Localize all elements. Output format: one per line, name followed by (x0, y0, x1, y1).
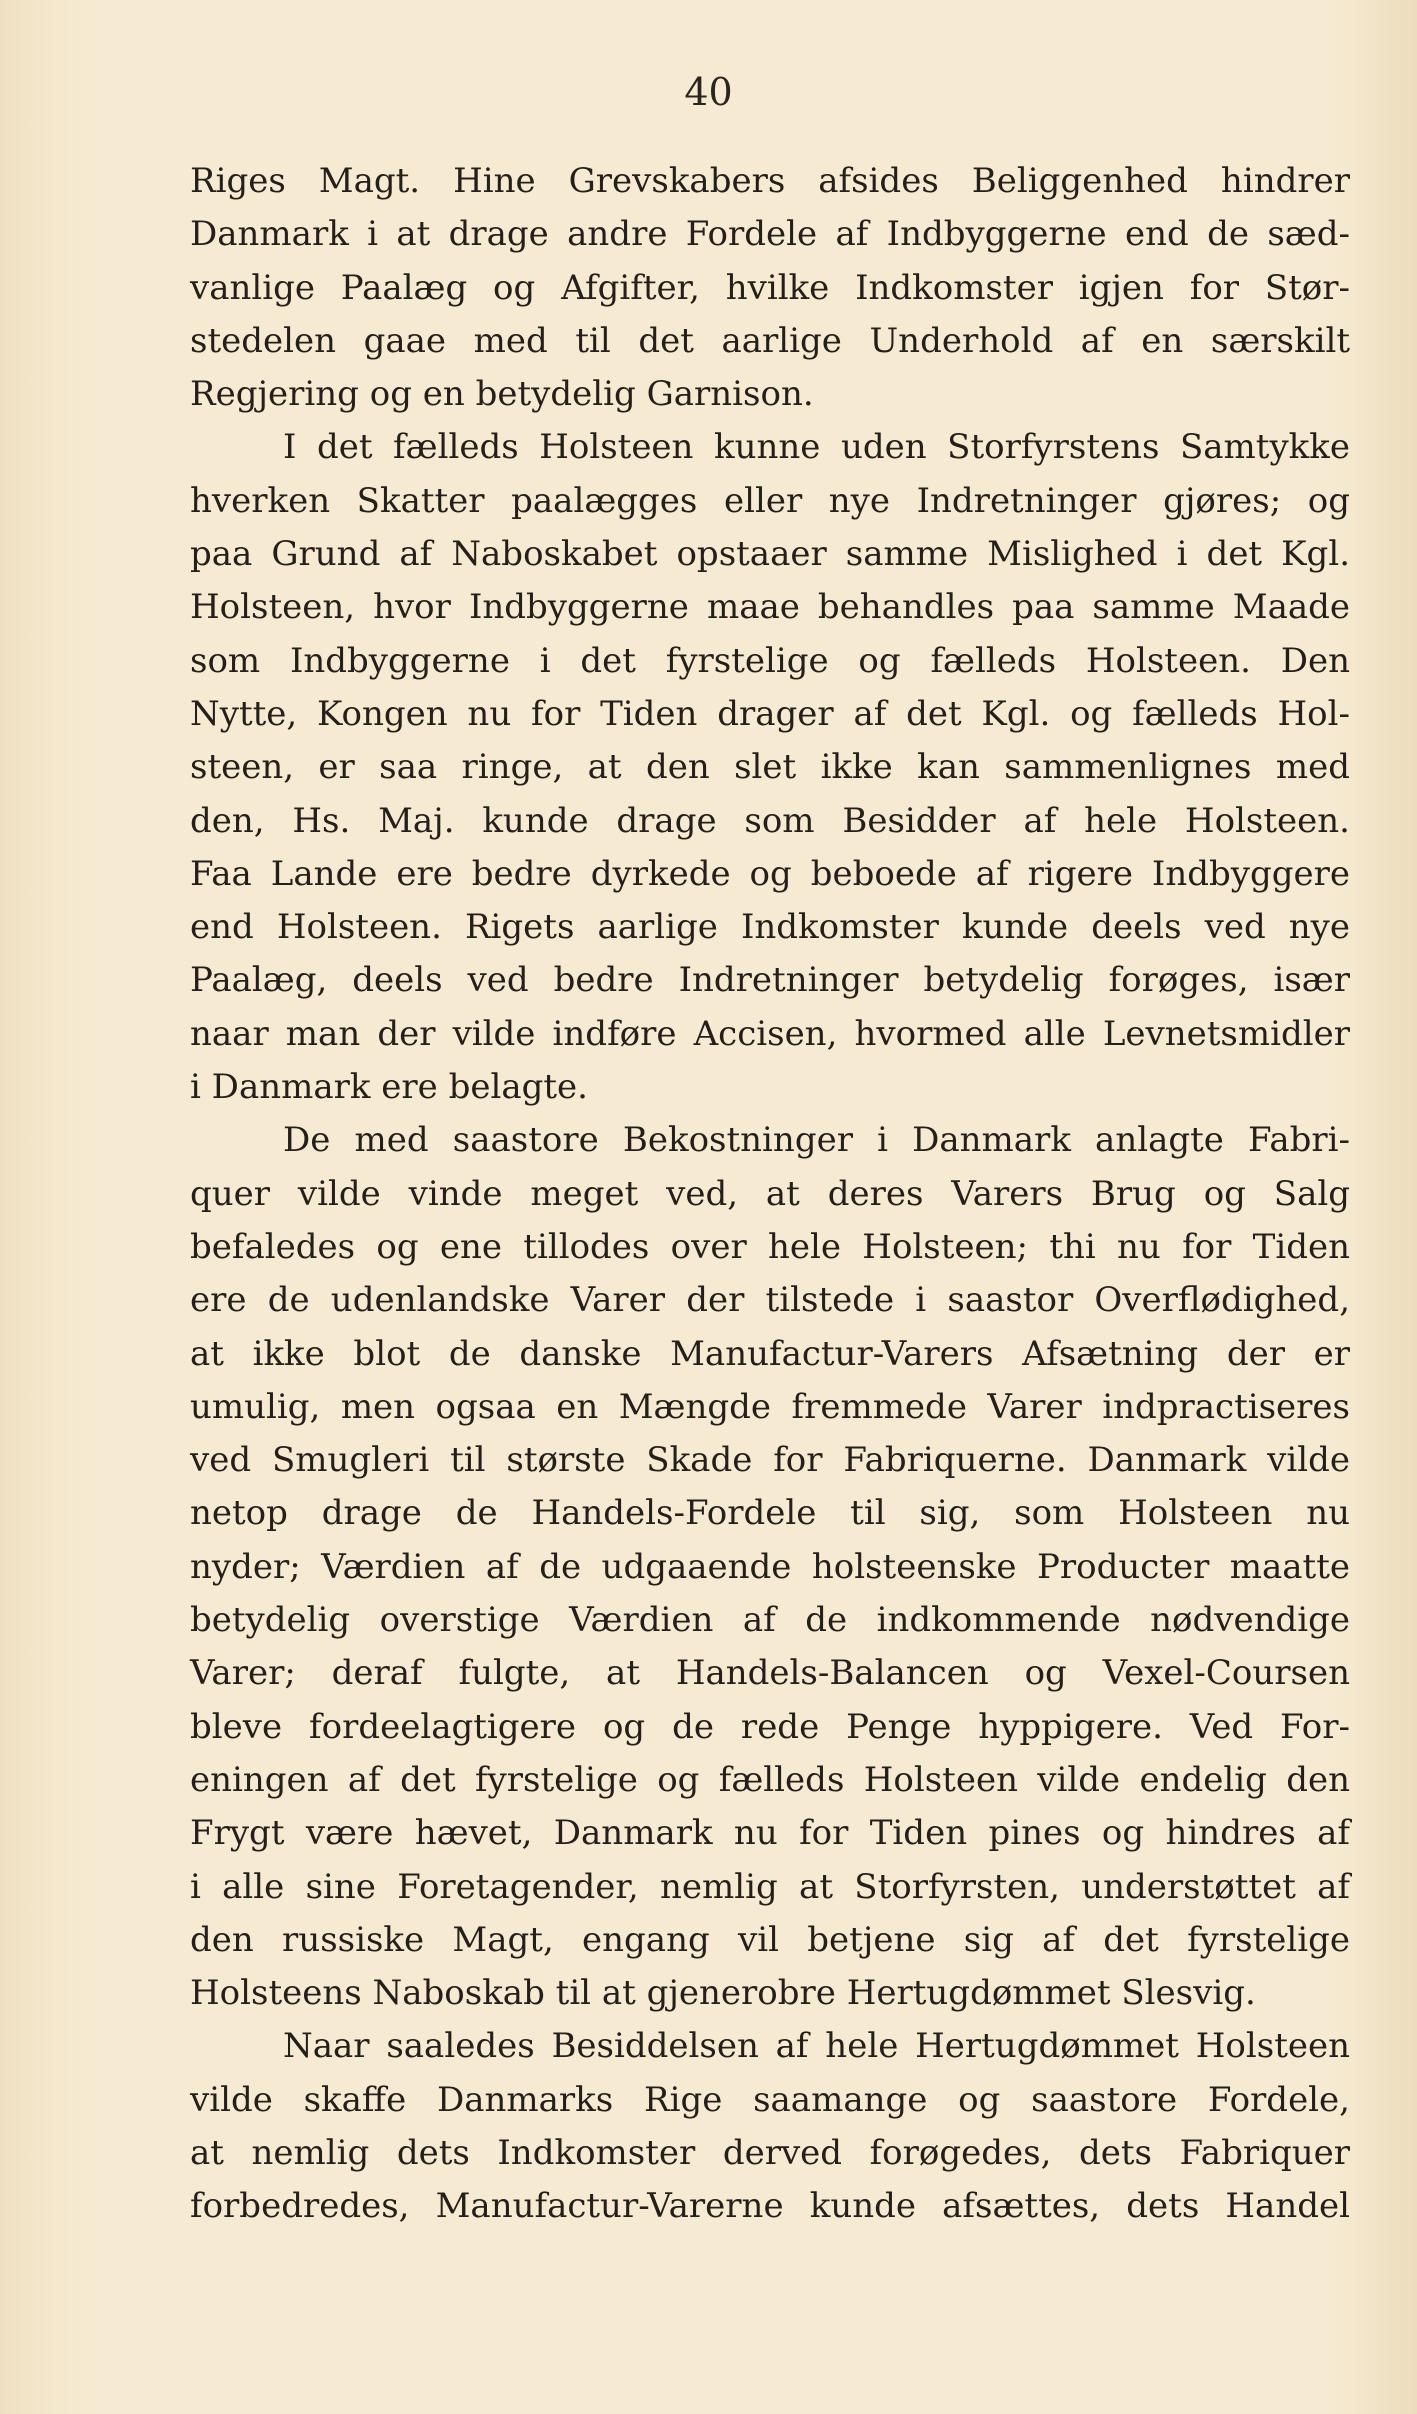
text-line: end Holsteen. Rigets aarlige Indkomster kunde deels ved nye (190, 907, 1350, 948)
text-line: den, Hs. Maj. kunde drage som Besidder af hele Holsteen. (190, 800, 1350, 841)
text-line: Danmark i at drage andre Fordele af Indbyggerne end de sæd- (190, 214, 1350, 255)
text-line: i Danmark ere belagte. (190, 1067, 588, 1108)
text-line: Paalæg, deels ved bedre Indretninger betydelig forøges, især (190, 960, 1350, 1001)
text-line: ere de udenlandske Varer der tilstede i saastor Overflødighed, (190, 1280, 1350, 1321)
text-line: Nytte, Kongen nu for Tiden drager af det Kgl. og fælleds Hol- (190, 693, 1350, 734)
text-line: Regjering og en betydelig Garnison. (190, 374, 814, 415)
text-line: Faa Lande ere bedre dyrkede og beboede af rigere Indbyggere (190, 853, 1350, 894)
text-line: Holsteens Naboskab til at gjenerobre Hertugdømmet Slesvig. (190, 1973, 1256, 2014)
text-line: Naar saaledes Besiddelsen af hele Hertugdømmet Holsteen (283, 2026, 1350, 2067)
text-line: Frygt være hævet, Danmark nu for Tiden pines og hindres af (190, 1813, 1350, 1854)
text-line: steen, er saa ringe, at den slet ikke kan sammenlignes med (190, 747, 1350, 788)
text-line: paa Grund af Naboskabet opstaaer samme Mislighed i det Kgl. (190, 534, 1350, 575)
text-line: betydelig overstige Værdien af de indkommende nødvendige (190, 1600, 1350, 1641)
text-line: Riges Magt. Hine Grevskabers afsides Beliggenhed hindrer (190, 161, 1350, 201)
text-line: stedelen gaae med til det aarlige Underhold af en særskilt (190, 320, 1350, 361)
text-line: bleve fordeelagtigere og de rede Penge hyppigere. Ved For- (190, 1706, 1350, 1747)
text-line: nyder; Værdien af de udgaaende holsteenske Producter maatte (190, 1546, 1350, 1587)
text-line: umulig, men ogsaa en Mængde fremmede Varer indpractiseres (190, 1386, 1350, 1427)
text-line: som Indbyggerne i det fyrstelige og fælleds Holsteen. Den (190, 640, 1350, 681)
text-line: at ikke blot de danske Manufactur-Varers Afsætning der er (190, 1333, 1350, 1374)
text-line: at nemlig dets Indkomster derved forøgedes, dets Fabriquer (190, 2132, 1350, 2173)
text-line: den russiske Magt, engang vil betjene sig af det fyrstelige (190, 1919, 1350, 1960)
text-line: ved Smugleri til største Skade for Fabriquerne. Danmark vilde (190, 1440, 1350, 1481)
text-line: netop drage de Handels-Fordele til sig, som Holsteen nu (190, 1493, 1350, 1534)
text-line: forbedredes, Manufactur-Varerne kunde afsættes, dets Handel (190, 2186, 1350, 2227)
text-line: vanlige Paalæg og Afgifter, hvilke Indkomster igjen for Stør- (190, 267, 1350, 308)
body-text (190, 155, 1350, 2234)
text-line: hverken Skatter paalægges eller nye Indretninger gjøres; og (190, 480, 1350, 521)
text-line: vilde skaffe Danmarks Rige saamange og saastore Fordele, (190, 2079, 1350, 2120)
text-line: naar man der vilde indføre Accisen, hvormed alle Levnetsmidler (190, 1013, 1350, 1054)
text-line: eningen af det fyrstelige og fælleds Holsteen vilde endelig den (190, 1759, 1350, 1800)
text-line: De med saastore Bekostninger i Danmark anlagte Fabri- (283, 1120, 1350, 1161)
text-line: Holsteen, hvor Indbyggerne maae behandles paa samme Maade (190, 587, 1350, 628)
text-line: befaledes og ene tillodes over hele Holsteen; thi nu for Tiden (190, 1226, 1350, 1267)
text-line: I det fælleds Holsteen kunne uden Storfyrstens Samtykke (283, 427, 1350, 468)
text-line: quer vilde vinde meget ved, at deres Varers Brug og Salg (190, 1173, 1350, 1214)
page-number: 40 (684, 70, 733, 114)
text-line: i alle sine Foretagender, nemlig at Storfyrsten, understøttet af (190, 1866, 1350, 1907)
text-line: Varer; deraf fulgte, at Handels-Balancen og Vexel-Coursen (190, 1653, 1350, 1694)
